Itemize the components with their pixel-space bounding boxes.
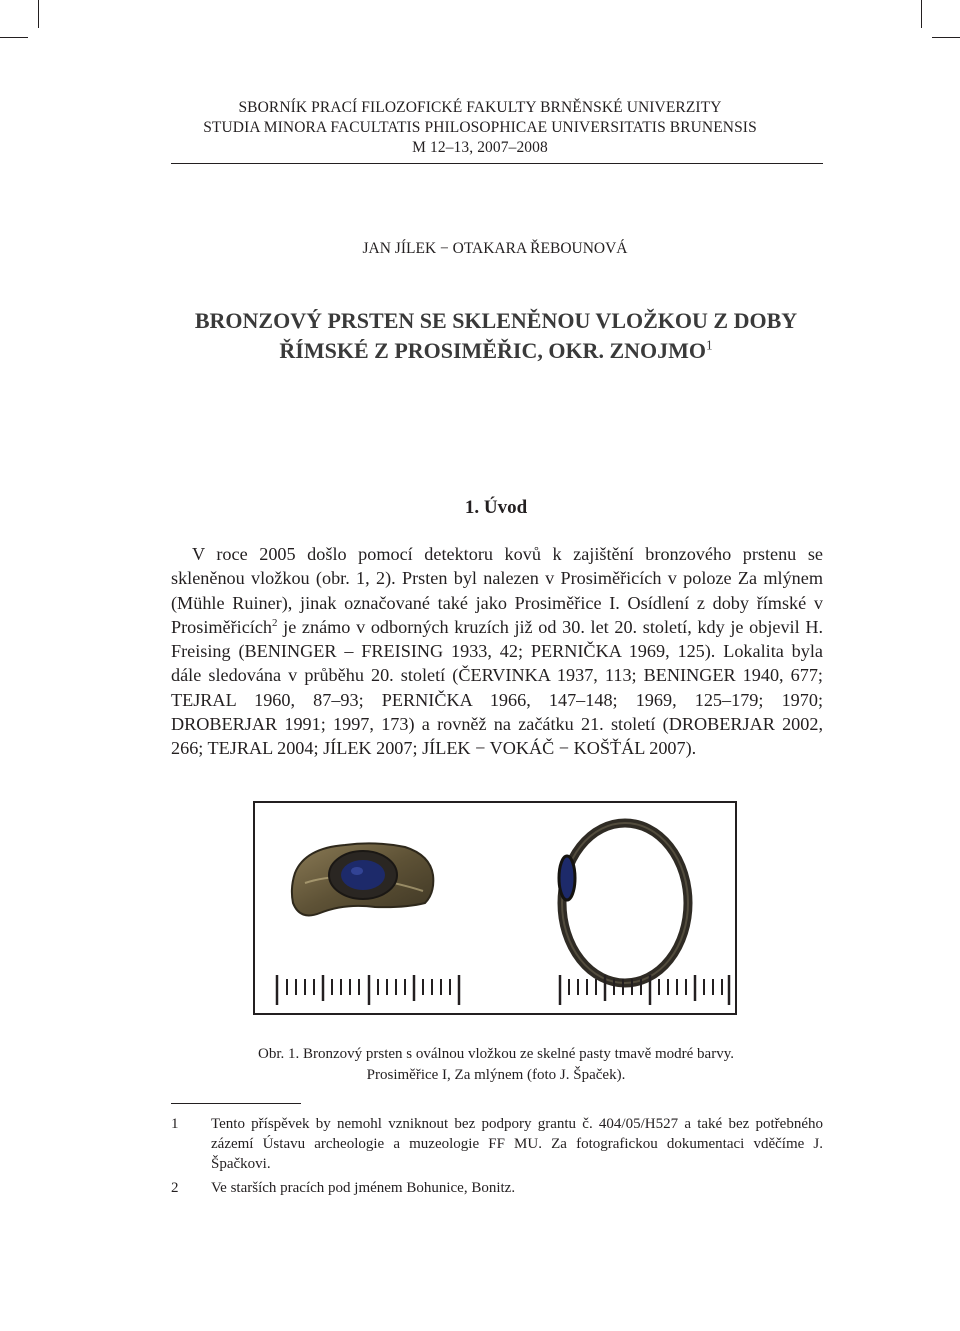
ring-photo-illustration (255, 803, 735, 1013)
figure-caption (0, 1044, 960, 1085)
title-line2 (0, 336, 960, 366)
body-text (171, 542, 823, 761)
title-footnote-ref[interactable]: 1 (706, 337, 713, 353)
journal-header-line3: M 12–13, 2007–2008 (412, 139, 548, 156)
ring-top-view (559, 823, 688, 983)
footnote-number: 2 (171, 1180, 179, 1196)
journal-header-line1: SBORNÍK PRACÍ FILOZOFICKÉ FAKULTY BRNĚNSKÉ UNIVERZITY (238, 99, 722, 116)
figure-photo (253, 801, 737, 1015)
section-heading: 1. Úvod (464, 497, 528, 518)
footnote-text: Ve starších pracích pod jménem Bohunice, Bonitz. (211, 1180, 516, 1196)
paragraph-part2: je známo v odborných kruzích již od 30. let 20. století, kdy je objevil H. Freising (BENINGER – FREISING 1933, 42; PERNIČKA 1969, 125). Lokalita byla dále sledována v průběhu 20. století (ČERVINKA 1937, 113; BENINGER 1940, 677; TEJRAL 1960, 87–93; PERNIČKA 1966, 147–148; 1969, 125–179; 1970; DROBERJAR 1991; 1997, 173) a rovněž na začátku 21. století (DROBERJAR 2002, 266; TEJRAL 2004; JÍLEK 2007; JÍLEK − VOKÁČ − KOŠŤÁL 2007). (171, 616, 823, 759)
footnote-2 (171, 1178, 823, 1198)
footnote-rule (171, 1103, 301, 1104)
title-line1: BRONZOVÝ PRSTEN SE SKLENĚNOU VLOŽKOU Z DOBY (194, 308, 798, 333)
authors: JAN JÍLEK − OTAKARA ŘEBOUNOVÁ (362, 240, 628, 257)
footnote-number: 1 (171, 1116, 179, 1132)
paragraph-part1: V roce 2005 došlo pomocí detektoru kovů k zajištění bronzového prstenu se skleněnou vložkou (obr. 1, 2). Prsten byl nalezen v Prosiměřicích v poloze Za mlýnem (Mühle Ruiner), jinak označované také jako Prosiměřice I. Osídlení z doby římské v Prosiměřicích (171, 544, 823, 637)
crop-mark (921, 0, 922, 28)
journal-header-line2: STUDIA MINORA FACULTATIS PHILOSOPHICAE UNIVERSITATIS BRUNENSIS (203, 119, 757, 136)
caption-line1: Obr. 1. Bronzový prsten s oválnou vložkou ze skelné pasty tmavě modré barvy. (257, 1046, 734, 1062)
scale-bar-left (277, 975, 459, 1005)
caption-line2: Prosiměřice I, Za mlýnem (foto J. Špaček). (366, 1066, 626, 1083)
crop-mark (38, 0, 39, 28)
crop-mark (0, 37, 28, 38)
footnote-text: Tento příspěvek by nemohl vzniknout bez podpory grantu č. 404/05/H527 a také bez potřebného zázemí Ústavu archeologie a muzeologie FF MU. Za fotografickou dokumentaci vděčíme J. Špačkovi. (211, 1116, 823, 1173)
footnote-1 (171, 1114, 823, 1175)
paragraph (171, 542, 823, 761)
title-line2-text: ŘÍMSKÉ Z PROSIMĚŘIC, OKR. ZNOJMO (279, 338, 706, 363)
paragraph-footnote-ref[interactable]: 2 (272, 616, 278, 629)
crop-mark (932, 37, 960, 38)
header-rule (171, 163, 823, 164)
ring-side-view (292, 843, 433, 915)
article-title (0, 306, 960, 366)
